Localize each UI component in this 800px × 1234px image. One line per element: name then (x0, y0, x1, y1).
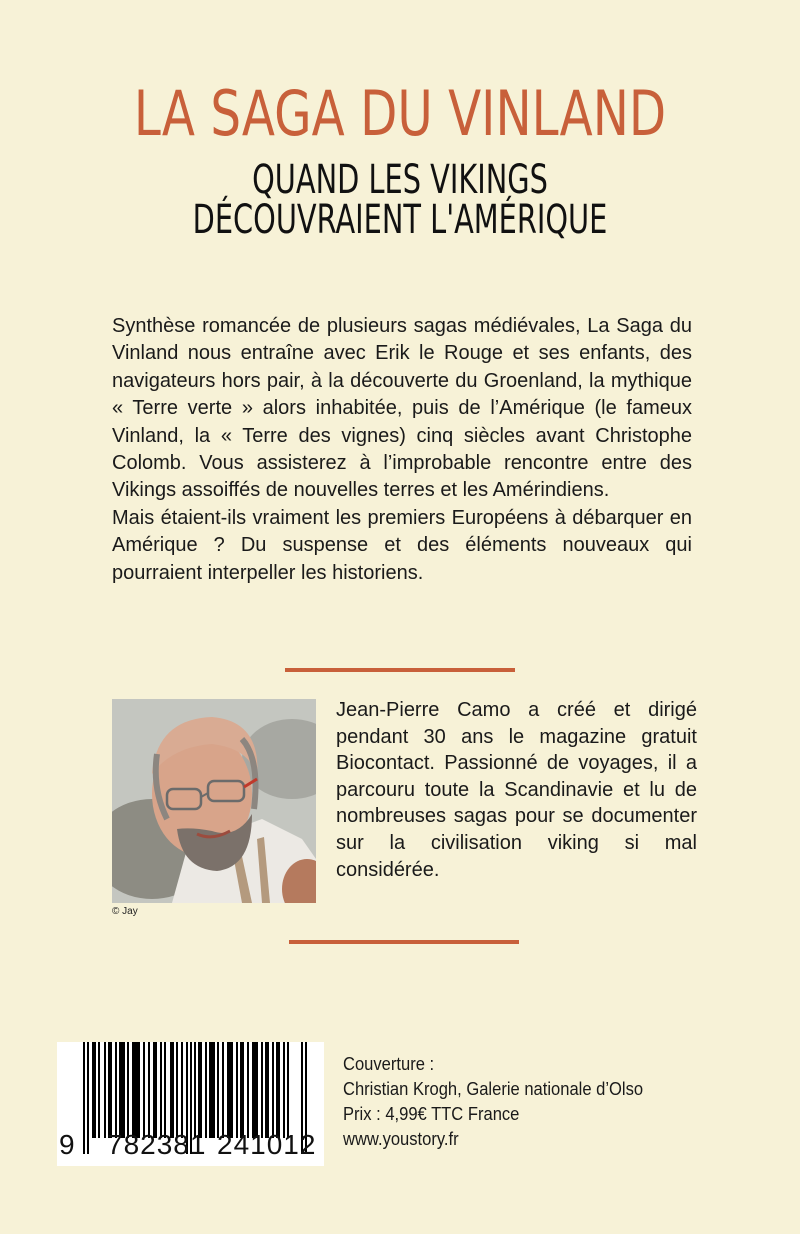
isbn-right-group: 241012 (217, 1129, 317, 1160)
cover-credit: Christian Krogh, Galerie nationale d’Olso (343, 1079, 644, 1099)
subtitle-line-2: DÉCOUVRAIENT L'AMÉRIQUE (192, 197, 608, 243)
subtitle-line-1: QUAND LES VIKINGS (252, 157, 548, 203)
synopsis-paragraph: Synthèse romancée de plusieurs sagas médiévales, La Saga du Vinland nous entraîne avec Erik le Rouge et ses enfants, des navigateurs hors pair, à la découverte du Groenland, la mythique « Terre verte » alors inhabitée, puis de l’Amérique (le fameux Vinland, la « Terre des vignes) cinq siècles avant Christophe Colomb. Vous assisterez à l’improbable rencontre entre des Vikings assoiffés de nouvelles terres et les Amérindiens. (112, 315, 692, 502)
publication-info (343, 1052, 643, 1152)
synopsis (112, 313, 692, 587)
isbn-barcode (57, 1042, 324, 1166)
isbn-left-group: 782381 (107, 1129, 207, 1160)
divider (285, 668, 515, 672)
photo-credit: © Jay (112, 906, 138, 917)
book-title: LA SAGA DU VINLAND (133, 77, 667, 150)
website-link[interactable]: www.youstory.fr (343, 1129, 459, 1149)
portrait-illustration (112, 699, 316, 903)
price: Prix : 4,99€ TTC France (343, 1104, 520, 1124)
divider (289, 940, 519, 944)
isbn-first-digit: 9 (59, 1129, 75, 1160)
cover-label: Couverture : (343, 1054, 435, 1074)
author-bio: Jean-Pierre Camo a créé et dirigé pendant 30 ans le magazine gratuit Biocontact. Passionné de voyages, il a parcouru toute la Scandinavie et lu de nombreuses sagas pour se documenter sur la civilisation viking si mal considérée. (336, 699, 697, 881)
author-photo (112, 699, 316, 903)
book-subtitle (112, 157, 688, 243)
synopsis-paragraph: Mais étaient-ils vraiment les premiers Européens à débarquer en Amérique ? Du suspense et des éléments nouveaux qui pourraient interpeller les historiens. (112, 506, 692, 584)
